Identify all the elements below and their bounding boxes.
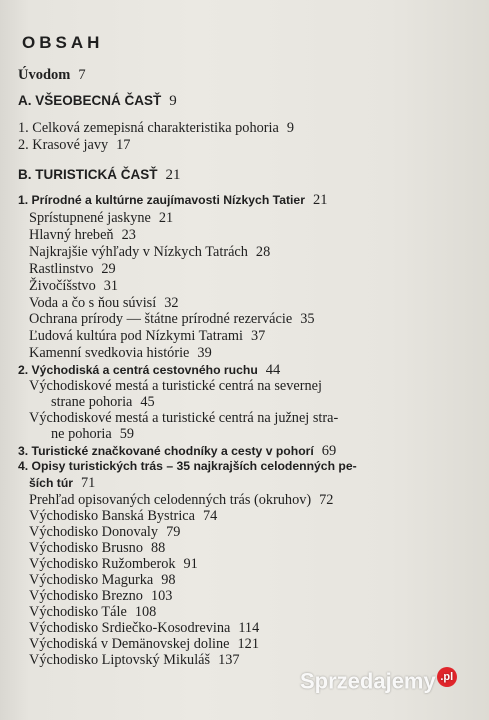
toc-entry xyxy=(29,410,338,427)
toc-entry-page: 37 xyxy=(250,328,266,344)
toc-entry xyxy=(29,636,259,653)
toc-entry-page: 45 xyxy=(140,394,155,410)
toc-entry-label: Východisko Srdiečko-Kosodrevina xyxy=(29,620,231,636)
toc-entry-label: Východisko Brusno xyxy=(29,540,143,556)
toc-entry-label: ne pohoria xyxy=(51,426,112,442)
toc-entry-page: 72 xyxy=(319,492,334,508)
toc-entry-label: Kamenní svedkovia histórie xyxy=(29,345,190,361)
toc-entry-label: Východisko Brezno xyxy=(29,588,143,604)
toc-entry xyxy=(29,540,165,557)
toc-entry-label: Ľudová kultúra pod Nízkymi Tatrami xyxy=(29,328,243,344)
toc-chapter xyxy=(18,443,336,460)
toc-entry xyxy=(29,524,180,541)
toc-entry xyxy=(29,210,173,227)
toc-entry-page: 28 xyxy=(255,244,271,260)
toc-entry-label: Východisko Liptovský Mikuláš xyxy=(29,652,211,668)
toc-item xyxy=(18,137,130,154)
toc-entry-page: 23 xyxy=(121,227,136,243)
toc-section-b xyxy=(18,167,181,184)
toc-entry-page: 121 xyxy=(237,636,259,652)
toc-chapter-label: 1. Prírodné a kultúrne zaujímavosti Nízkych Tatier xyxy=(18,193,305,207)
toc-entry-page: 91 xyxy=(183,556,198,572)
toc-item xyxy=(18,120,294,137)
toc-chapter-label: 4. Opisy turistických trás – 35 najkrajších celodenných pe- xyxy=(18,459,357,473)
toc-section-b-page: 21 xyxy=(165,167,181,183)
toc-entry-label: Východiskové mestá a turistické centrá na severnej xyxy=(29,378,322,394)
toc-entry-page: 103 xyxy=(150,588,173,604)
toc-entry-page: 98 xyxy=(161,572,176,588)
toc-entry xyxy=(29,261,116,278)
toc-chapter-label: 3. Turistické značkované chodníky a cesty v pohorí xyxy=(18,444,314,458)
toc-entry xyxy=(29,588,172,605)
toc-chapter-page: 69 xyxy=(321,443,337,459)
toc-intro-label: Úvodom xyxy=(18,67,71,83)
toc-chapter-label: 2. Východiská a centrá cestovného ruchu xyxy=(18,363,258,377)
toc-chapter xyxy=(18,192,327,209)
toc-entry xyxy=(29,345,212,362)
toc-section-a xyxy=(18,93,177,110)
toc-entry xyxy=(29,278,118,295)
toc-entry-label: Východisko Tále xyxy=(29,604,127,620)
toc-entry-label: Ochrana prírody — štátne prírodné rezervácie xyxy=(29,311,293,327)
toc-item-label: 2. Krasové javy xyxy=(18,137,109,153)
toc-entry xyxy=(29,295,179,312)
toc-entry xyxy=(29,311,314,328)
toc-section-a-label: A. VŠEOBECNÁ ČASŤ xyxy=(18,93,162,108)
toc-entry-label: Prehľad opisovaných celodenných trás (okruhov) xyxy=(29,492,312,508)
toc-entry-label: Východisko Donovaly xyxy=(29,524,159,540)
toc-chapter-page: 21 xyxy=(312,192,328,208)
toc-entry-page: 31 xyxy=(103,278,119,294)
toc-entry xyxy=(29,572,176,589)
toc-entry-label: Hlavný hrebeň xyxy=(29,227,114,243)
toc-entry-label: Východiskové mestá a turistické centrá na južnej stra- xyxy=(29,410,339,426)
toc-intro-page: 7 xyxy=(78,67,86,83)
toc-entry-label: Najkrajšie výhľady v Nízkych Tatrách xyxy=(29,244,248,260)
toc-entry xyxy=(29,244,270,261)
toc-entry-label: Sprístupnené jaskyne xyxy=(29,210,151,226)
toc-entry-label: Východisko Banská Bystrica xyxy=(29,508,195,524)
toc-entry-page: 29 xyxy=(101,261,116,277)
toc-entry-label: Rastlinstvo xyxy=(29,261,94,277)
toc-entry-label: Východisko Ružomberok xyxy=(29,556,176,572)
toc-section-a-page: 9 xyxy=(169,93,177,109)
toc-chapter-page: 44 xyxy=(265,362,281,378)
toc-entry-page: 74 xyxy=(202,508,218,524)
toc-entry-label: Živočíšstvo xyxy=(29,278,96,294)
toc-entry-page: 114 xyxy=(238,620,260,636)
watermark-badge: .pl xyxy=(437,667,457,687)
toc-entry-page: 35 xyxy=(300,311,315,327)
toc-entry-label: Východisko Magurka xyxy=(29,572,154,588)
toc-entry-page: 79 xyxy=(166,524,181,540)
toc-entry xyxy=(29,378,322,395)
toc-intro xyxy=(18,67,86,84)
toc-entry-page: 39 xyxy=(197,345,212,361)
toc-entry-page: 21 xyxy=(158,210,174,226)
toc-entry xyxy=(29,652,240,669)
toc-entry-label: Voda a čo s ňou súvisí xyxy=(29,295,157,311)
toc-entry xyxy=(29,328,265,345)
toc-chapter xyxy=(18,459,357,473)
watermark-text: Sprzedajemy xyxy=(300,668,436,694)
toc-entry xyxy=(29,604,156,621)
toc-item-page: 17 xyxy=(116,137,131,153)
toc-section-b-label: B. TURISTICKÁ ČASŤ xyxy=(18,167,158,182)
toc-entry xyxy=(29,492,333,509)
toc-entry xyxy=(29,227,136,244)
toc-chapter-label: ších túr xyxy=(29,476,74,490)
watermark-logo xyxy=(300,667,457,694)
toc-item-page: 9 xyxy=(286,120,294,136)
toc-entry-page: 59 xyxy=(119,426,135,442)
toc-entry-continuation xyxy=(51,426,134,443)
toc-entry-label: Východiská v Demänovskej doline xyxy=(29,636,230,652)
toc-chapter xyxy=(18,362,280,379)
toc-entry xyxy=(29,556,198,573)
toc-entry xyxy=(29,508,217,525)
toc-entry-continuation xyxy=(51,394,155,411)
toc-chapter-page: 71 xyxy=(81,475,96,491)
toc-entry-label: strane pohoria xyxy=(51,394,133,410)
toc-item-label: 1. Celková zemepisná charakteristika pohoria xyxy=(18,120,279,136)
toc-entry xyxy=(29,620,259,637)
toc-entry-page: 108 xyxy=(134,604,157,620)
toc-entry-page: 137 xyxy=(218,652,240,668)
toc-entry-page: 88 xyxy=(150,540,166,556)
page-title: OBSAH xyxy=(22,33,104,52)
toc-entry-page: 32 xyxy=(164,295,179,311)
toc-chapter-continuation xyxy=(29,475,95,492)
